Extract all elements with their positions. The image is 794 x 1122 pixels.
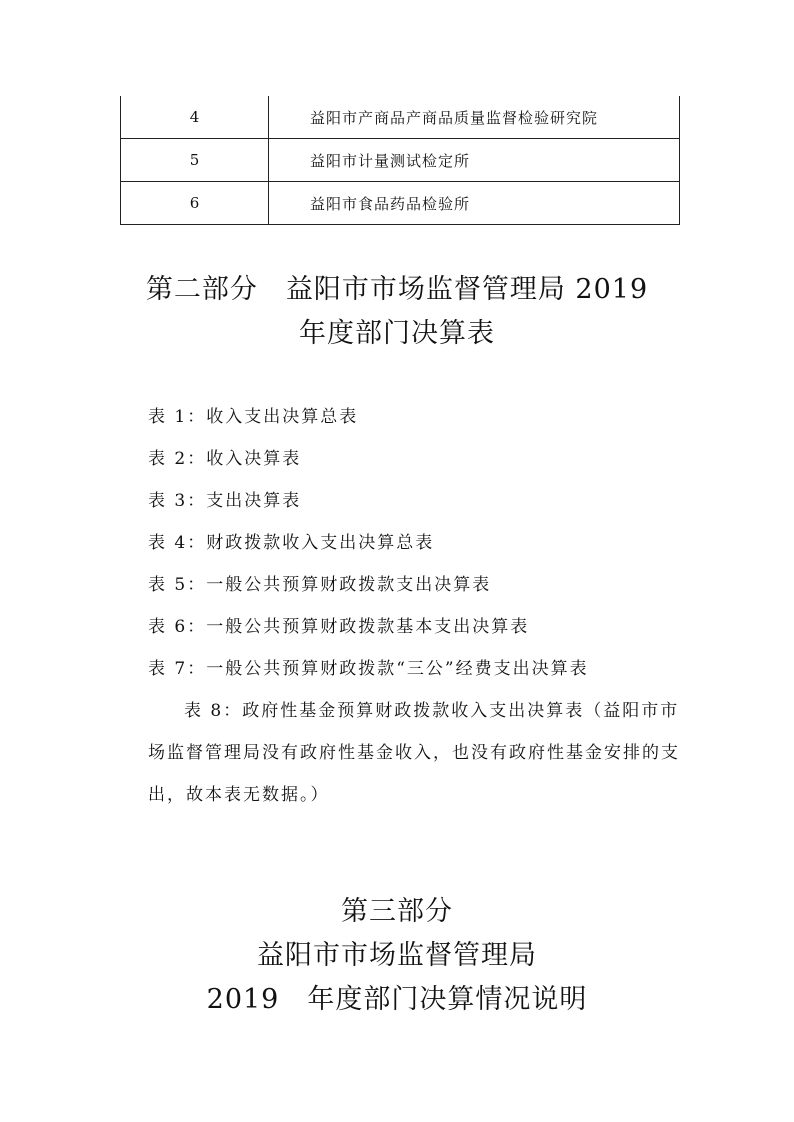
row-number: 6 <box>121 182 269 225</box>
row-number: 4 <box>121 96 269 139</box>
list-item: 表 7：一般公共预算财政拨款“三公”经费支出决算表 <box>148 659 589 679</box>
table-row <box>121 139 680 182</box>
list-item: 表 1：收入支出决算总表 <box>148 407 359 427</box>
list-item: 表 5：一般公共预算财政拨款支出决算表 <box>148 575 492 595</box>
part3-line3: 2019 年度部门决算情况说明 <box>206 984 588 1015</box>
list-item: 表 2：收入决算表 <box>148 449 302 469</box>
tables-list <box>112 396 682 816</box>
list-item-note <box>112 690 682 816</box>
list-item: 表 4：财政拨款收入支出决算总表 <box>148 533 435 553</box>
unit-name: 益阳市食品药品检验所 <box>269 182 680 225</box>
unit-name: 益阳市产商品产商品质量监督检验研究院 <box>269 96 680 139</box>
list-item: 表 3：支出决算表 <box>148 491 302 511</box>
part3-line1: 第三部分 <box>341 896 453 927</box>
list-item: 表 6：一般公共预算财政拨款基本支出决算表 <box>148 617 530 637</box>
table-row <box>121 182 680 225</box>
part2-title-line1: 第二部分 益阳市市场监督管理局 2019 <box>145 274 649 305</box>
table8-text: 表 8：政府性基金预算财政拨款收入支出决算表（益阳市市场监督管理局没有政府性基金收入，也没有政府性基金安排的支出，故本表无数据。） <box>148 701 680 805</box>
part2-title-line2: 年度部门决算表 <box>299 318 495 349</box>
units-table <box>120 96 680 225</box>
part3-heading <box>0 890 794 1022</box>
part3-line2: 益阳市市场监督管理局 <box>257 940 537 971</box>
row-number: 5 <box>121 139 269 182</box>
part2-heading <box>0 268 794 356</box>
table-row <box>121 96 680 139</box>
unit-name: 益阳市计量测试检定所 <box>269 139 680 182</box>
